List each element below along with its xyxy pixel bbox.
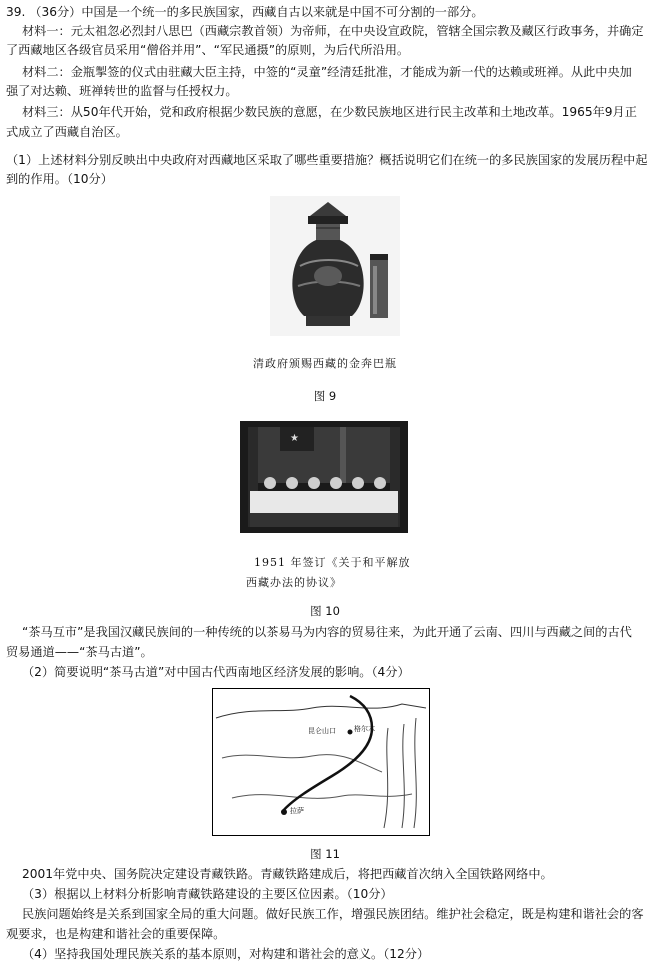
qinghai-tibet-map <box>212 688 430 836</box>
fig9-label: 图 9 <box>313 389 337 403</box>
harmony-line-1: 民族问题始终是关系到国家全局的重大问题。做好民族工作，增强民族团结。维护社会稳定，既是构建和谐社会的客 <box>22 907 644 921</box>
map-label-lhasa: 拉萨 <box>290 807 304 815</box>
harmony-line-2: 观要求，也是构建和谐社会的重要保障。 <box>6 927 226 941</box>
material-3-line-1: 材料三：从50年代开始，党和政府根据少数民族的意愿，在少数民族地区进行民主改革和土地改革。1965年9月正 <box>22 105 637 119</box>
material-3-line-2: 式成立了西藏自治区。 <box>6 125 128 139</box>
fig10-caption-line-1: 1951 年签订《关于和平解放 <box>254 556 411 569</box>
question-4: （4）坚持我国处理民族关系的基本原则，对构建和谐社会的意义。（12分） <box>22 947 430 961</box>
map-label-golmud: 格尔木 <box>354 725 375 733</box>
material-1-line-1: 材料一：元太祖忽必烈封八思巴（西藏宗教首领）为帝师，在中央设宣政院，管辖全国宗教及藏区行政事务，并确定 <box>22 24 644 38</box>
fig10-caption-line-2: 西藏办法的协议》 <box>246 576 342 589</box>
fig9-caption: 清政府颁赐西藏的金奔巴瓶 <box>253 357 397 370</box>
railway-line-1: 2001年党中央、国务院决定建设青藏铁路。青藏铁路建成后，将把西藏首次纳入全国铁路网络中。 <box>22 867 553 881</box>
question-3: （3）根据以上材料分析影响青藏铁路建设的主要区位因素。（10分） <box>22 887 393 901</box>
material-2-line-1: 材料二：金瓶掣签的仪式由驻藏大臣主持，中签的“灵童”经清廷批准，才能成为新一代的达赖或班禅。从此中央加 <box>22 65 632 79</box>
map-label-kunlun: 昆仑山口 <box>308 727 336 735</box>
svg-text:★: ★ <box>290 433 299 444</box>
question-header: 39. （36分）中国是一个统一的多民族国家，西藏自古以来就是中国不可分割的一部分。 <box>6 5 484 19</box>
question-1-line-1: （1）上述材料分别反映出中央政府对西藏地区采取了哪些重要措施？概括说明它们在统一的多民族国家的发展历程中起 <box>6 153 648 167</box>
question-2: （2）简要说明“茶马古道”对中国古代西南地区经济发展的影响。（4分） <box>22 665 410 679</box>
material-2-line-2: 强了对达赖、班禅转世的监督与任授权力。 <box>6 84 238 98</box>
golden-urn-photo <box>270 196 400 336</box>
fig11-label: 图 11 <box>310 847 340 861</box>
signing-ceremony-photo <box>240 421 408 533</box>
material-1-line-2: 了西藏地区各级官员采用“僧俗并用”、“军民通摄”的原则，为后代所沿用。 <box>6 43 410 57</box>
question-1-line-2: 到的作用。（10分） <box>6 172 113 186</box>
tea-horse-line-1: “茶马互市”是我国汉藏民族间的一种传统的以茶易马为内容的贸易往来，为此开通了云南、四川与西藏之间的古代 <box>22 625 632 639</box>
tea-horse-line-2: 贸易通道——“茶马古道”。 <box>6 645 153 659</box>
fig10-label: 图 10 <box>310 604 340 618</box>
